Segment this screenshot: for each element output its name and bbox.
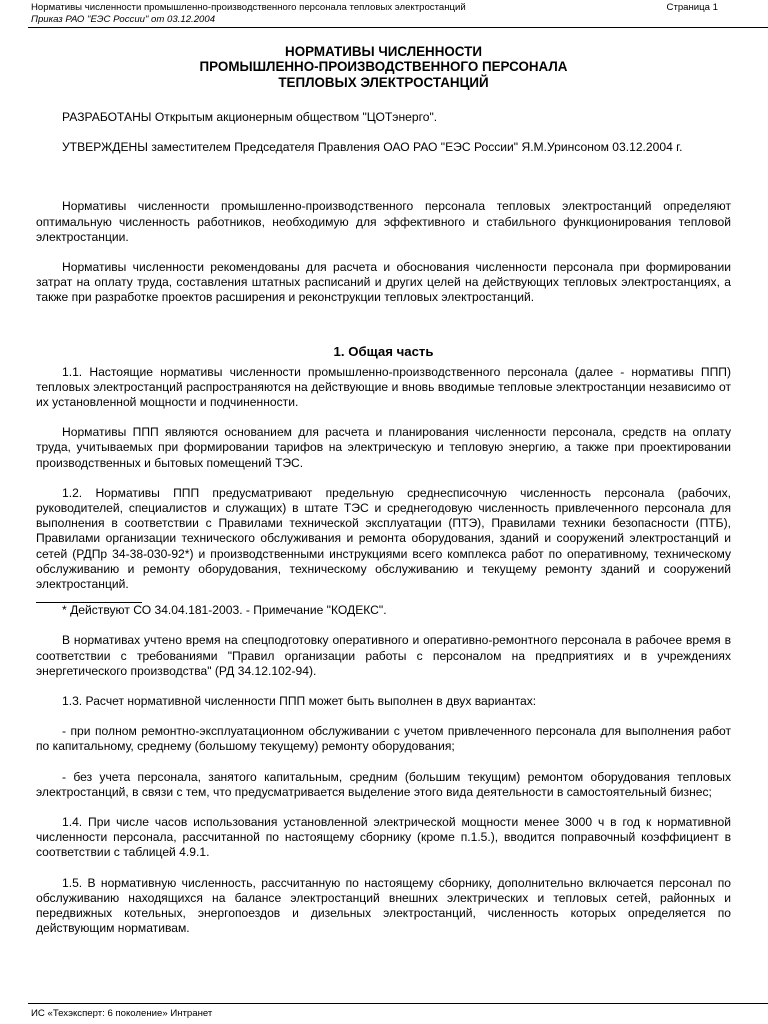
intro-paragraph: Нормативы численности промышленно-производственного персонала тепловых электростанций определяют оптимальную численность работников, необходимую для эффективного и стабильного функционирования тепловой электростанции. — [36, 199, 731, 244]
developed-by: РАЗРАБОТАНЫ Открытым акционерным обществом "ЦОТэнерго". — [62, 109, 438, 124]
section-heading: 1. Общая часть — [333, 343, 434, 359]
page-footer: ИС «Техэксперт: 6 поколение» Интранет — [31, 1008, 213, 1019]
header-divider — [28, 27, 768, 28]
section-paragraph: 1.4. При числе часов использования установленной электрической мощности менее 3000 ч в год к нормативной численности персонала, рассчитанной по настоящему сборнику (кроме п.1.5.), вводится поправочный коэффициент в соответствии с таблицей 4.9.1. — [36, 814, 731, 860]
list-item: - при полном ремонтно-эксплуатационном обслуживании с учетом привлеченного персонала для выполнения работ по капитальному, среднему (большому текущему) ремонту оборудования; — [36, 724, 731, 754]
section-paragraph: 1.2. Нормативы ППП предусматривают предельную среднесписочную численность персонала (рабочих, руководителей, специалистов и служащих) в штате ТЭС и среднегодовую численность привлеченного персонала для выполнения в соответствии с Правилами технической эксплуатации (ПТЭ), Правилами техники безопасности (ПТБ), Правилами организации технического обслуживания и ремонта оборудования, зданий и сооружений электростанций и сетей (РДПр 34-38-030-92*) и производственными инструкциями всего комплекса работ по оперативному, техническому обслуживанию и ремонту оборудования, техническому обслуживанию и текущему ремонту зданий и сооружений электростанций. — [36, 485, 731, 591]
section-paragraph: Нормативы ППП являются основанием для расчета и планирования численности персонала, средств на оплату труда, учитываемых при формировании тарифов на электрическую и тепловую энергию, а также при проектировании производственных и бытовых помещений ТЭС. — [36, 425, 731, 470]
page-number: Страница 1 — [666, 2, 718, 13]
section-paragraph: 1.5. В нормативную численность, рассчитанную по настоящему сборнику, дополнительно включается персонал по обслуживанию находящихся на балансе электростанций внешних электрических и тепловых сетей, районных и передвижных котельных, энергопоездов и дизельных электростанций, численность которых определяется по действующим нормативам. — [36, 875, 731, 936]
footnote: * Действуют СО 34.04.181-2003. - Примечание "КОДЕКС". — [62, 603, 387, 618]
header-document-title: Нормативы численности промышленно-производственного персонала тепловых электростанций — [31, 2, 466, 13]
section-paragraph: 1.1. Настоящие нормативы численности промышленно-производственного персонала (далее - нормативы ППП) тепловых электростанций распространяются на действующие и вновь вводимые тепловые электростанции независимо от их установленной мощности и подчиненности. — [36, 364, 731, 409]
document-title — [36, 44, 731, 90]
document-body — [36, 44, 731, 936]
approved-by: УТВЕРЖДЕНЫ заместителем Председателя Правления ОАО РАО "ЕЭС России" Я.М.Уринсоном 03.12.2004 г. — [62, 140, 683, 155]
footer-divider — [28, 1003, 768, 1004]
section-paragraph: В нормативах учтено время на спецподготовку оперативного и оперативно-ремонтного персонала в рабочее время в соответствии с требованиями "Правил организации работы с персоналом на предприятиях и в учреждениях энергетического производства" (РД 34.12.102-94). — [36, 633, 731, 678]
page-header — [31, 2, 631, 25]
title-line: ТЕПЛОВЫХ ЭЛЕКТРОСТАНЦИЙ — [278, 74, 489, 90]
title-line: ПРОМЫШЛЕННО-ПРОИЗВОДСТВЕННОГО ПЕРСОНАЛА — [199, 59, 568, 75]
title-line: НОРМАТИВЫ ЧИСЛЕННОСТИ — [285, 44, 482, 59]
list-item: - без учета персонала, занятого капитальным, средним (большим текущим) ремонтом оборудования тепловых электростанций, в связи с тем, что предусматривается выделение этого вида деятельности в самостоятельный бизнес; — [36, 769, 731, 799]
header-order-reference: Приказ РАО "ЕЭС России" от 03.12.2004 — [31, 13, 216, 25]
section-paragraph: 1.3. Расчет нормативной численности ППП может быть выполнен в двух вариантах: — [62, 693, 537, 708]
intro-paragraph: Нормативы численности рекомендованы для расчета и обоснования численности персонала при формировании затрат на оплату труда, составления штатных расписаний и других целей на действующих тепловых электростанциях, а также при разработке проектов расширения и реконструкции тепловых электростанций. — [36, 259, 731, 305]
